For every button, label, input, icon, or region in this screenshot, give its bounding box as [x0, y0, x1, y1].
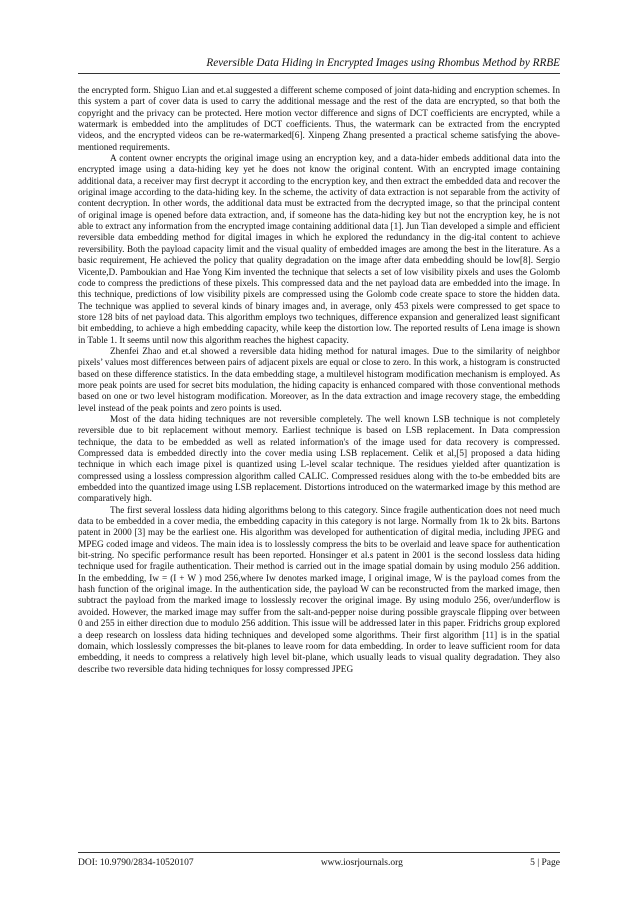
- running-title: Reversible Data Hiding in Encrypted Images using Rhombus Method by RRBE: [206, 57, 560, 69]
- body-text: [78, 86, 560, 676]
- paragraph: Most of the data hiding techniques are not reversible completely. The well known LSB technique is not completely reversible due to bit replacement without memory. Earliest technique is based on LSB replacement. In Data compression technique, the data to be embedded as well as related information's of the image used for data recovery is compressed. Compressed data is embedded directly into the cover media using LSB replacement. Celik et al,[5] proposed a data hiding technique in which each image pixel is quantized using L-level scalar technique. The residues yielded after quantization is compressed using a lossless compression algorithm called CALIC. Compressed residues along with the to-be embedded bits are embedded into the quantized image using LSB replacement. Distortions introduced on the watermarked image by this method are comparatively high.: [78, 414, 560, 505]
- running-header: [78, 56, 560, 74]
- footer-doi: DOI: 10.9790/2834-10520107: [78, 858, 194, 868]
- paragraph: A content owner encrypts the original image using an encryption key, and a data-hider embeds additional data into the encrypted image using a data-hiding key yet he does not know the original content. With an encrypted image containing additional data, a receiver may first decrypt it according to the encryption key, and then extract the embedded data and recover the original image according to the data-hiding key. In the scheme, the activity of data extraction is not separable from the activity of content decryption. In other words, the additional data must be extracted from the decrypted image, so that the principal content of original image is opened before data extraction, and, if someone has the data-hiding key but not the encryption key, he is not able to extract any information from the encrypted image containing additional data [1]. Jun Tian developed a simple and efficient reversible data embedding method for digital images in which he explored the redundancy in the dig-ital content to achieve reversibility. Both the payload capacity limit and the visual quality of embedded images are among the best in the literature. As a basic requirement, He achieved the policy that quality degradation on the image after data embedding should be low[8]. Sergio Vicente,D. Pamboukian and Hae Yong Kim invented the technique that selects a set of low visibility pixels and uses the Golomb code to compress the predictions of these pixels. This compressed data and the net payload data are embedded into the image. In this technique, predictions of low visibility pixels are compressed using the Golomb code create space to store the hidden data. The technique was applied to several kinds of binary images and, in average, only 453 pixels were compressed to get space to store 128 bits of net payload data. This algorithm employs two techniques, difference expansion and generalized least significant bit embedding, to achieve a high embedding capacity, while keep the distortion low. The reported results of Lena image is shown in Table 1. It seems until now this algorithm reaches the highest capacity.: [78, 154, 560, 346]
- paragraph: Zhenfei Zhao and et.al showed a reversible data hiding method for natural images. Due to the similarity of neighbor pixels’ values most differences between pairs of adjacent pixels are equal or close to zero. In this work, a histogram is constructed based on these difference statistics. In the data embedding stage, a multilevel histogram modification mechanism is employed. As more peak points are used for secret bits modulation, the hiding capacity is enhanced compared with those conventional methods based on one or two level histogram modification. Moreover, as In the data extraction and image recovery stage, the embedding level instead of the peak points and zero points is used.: [78, 346, 560, 414]
- footer-website[interactable]: www.iosrjournals.org: [320, 858, 403, 868]
- paragraph: The first several lossless data hiding algorithms belong to this category. Since fragile authentication does not need much data to be embedded in a cover media, the embedding capacity in this category is not large. Normally from 1k to 2k bits. Bartons patent in 2000 [3] may be the earliest one. His algorithm was developed for authentication of digital media, including JPEG and MPEG coded image and videos. The main idea is to losslessly compress the bits to be overlaid and leave space for authentication bit-string. No specific performance result has been reported. Honsinger et al.s patent in 2001 is the second lossless data hiding technique used for fragile authentication. Their method is carried out in the image spatial domain by using modulo 256 addition. In the embedding, Iw = (I + W ) mod 256,where Iw denotes marked image, I original image, W is the payload comes from the hash function of the original image. In the authentication side, the payload W can be reconstructed from the marked image, then subtract the payload from the marked image to losslessly recover the original image. By using modulo 256, over/underflow is avoided. However, the marked image may suffer from the salt-and-pepper noise during possible grayscale flipping over between 0 and 255 in either direction due to modulo 256 addition. This issue will be addressed later in this paper. Fridrichs group explored a deep research on lossless data hiding techniques and developed some algorithms. Their first algorithm [11] is in the spatial domain, which losslessly compresses the bit-planes to leave room for data embedding. In order to leave sufficient room for data embedding, it needs to compress a relatively high level bit-plane, which usually leads to visual quality degradation. They also describe two reversible data hiding techniques for lossy compressed JPEG: [78, 505, 560, 675]
- page-footer: [78, 852, 560, 869]
- paragraph: the encrypted form. Shiguo Lian and et.al suggested a different scheme composed of joint data-hiding and encryption schemes. In this system a part of cover data is used to carry the additional message and the rest of the data are encrypted, so that both the copyright and the privacy can be protected. Here motion vector difference and signs of DCT coefficients are encrypted, while a watermark is embedded into the amplitudes of DCT coefficients. Thus, the watermark can be extracted from the encrypted videos, and the encrypted videos can be re-watermarked[6]. Xinpeng Zhang presented a practical scheme satisfying the above-mentioned requirements.: [78, 86, 560, 153]
- footer-page-number: 5 | Page: [530, 858, 560, 868]
